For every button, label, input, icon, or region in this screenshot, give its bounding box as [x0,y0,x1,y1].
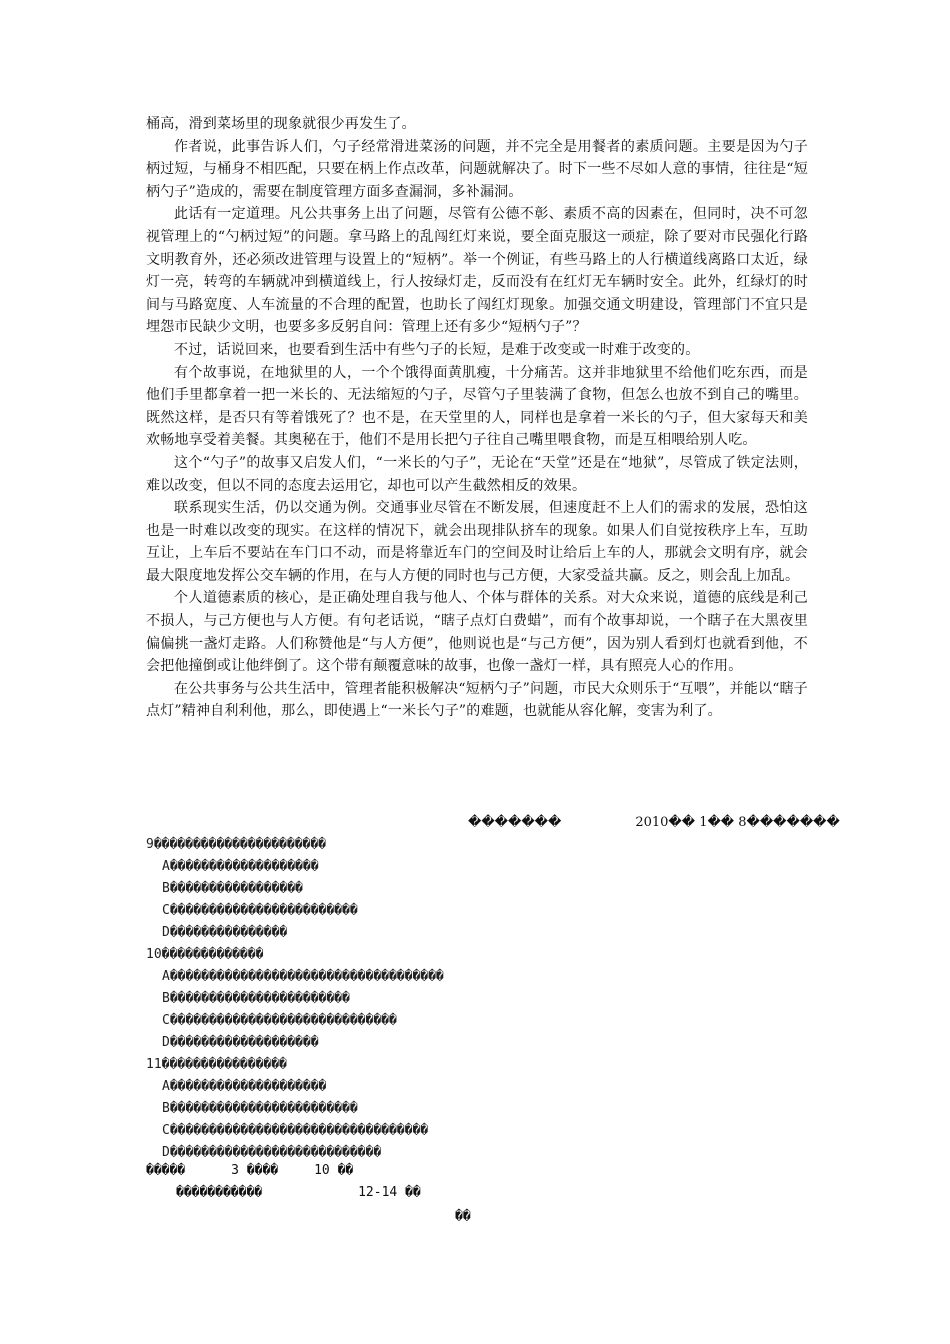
article-paragraph: 作者说，此事告诉人们，勺子经常滑进菜汤的问题，并不完全是用餐者的素质问题。主要是因为勺子柄过短，与桶身不相匹配，只要在柄上作点改革，问题就解决了。时下一些不尽如人意的事情，往往是“短柄勺子”造成的，需要在制度管理方面多查漏洞，多补漏洞。 [146,138,808,200]
question-option: B������������������������ [162,1101,358,1116]
page-number: �� [455,1209,471,1224]
subsection-heading [176,1182,421,1204]
section-label: ����� [146,1163,186,1178]
source-date: 2010�� 1�� 8������� [635,815,840,830]
question-list [146,834,808,1164]
subsection-label: ����������� [176,1185,263,1200]
question-option: A������������������� [162,859,319,874]
section-score: 10 �� [314,1163,354,1178]
question-option: C��������������������������������� [162,1123,429,1138]
question-option: C����������������������������� [162,1013,397,1028]
article-source [468,812,840,834]
question-option: D������������������� [162,1035,319,1050]
section-count: 3 ���� [231,1163,279,1178]
question-stem: 10������������� [146,947,264,962]
article-body [146,113,808,723]
article-paragraph: 在公共事务与公共生活中，管理者能积极解决“短柄勺子”问题，市民大众则乐于“互喂”，并能以“瞎子点灯”精神自利利他，那么，即使遇上“一米长勺子”的难题，也就能从容化解，变害为利了。 [146,680,808,720]
question-option: A�������������������� [162,1079,327,1094]
question-option: B����������������� [162,881,303,896]
article-paragraph: 不过，话说回来，也要看到生活中有些勺子的长短，是难于改变或一时难于改变的。 [174,341,700,358]
subsection-range: 12-14 �� [358,1185,421,1200]
section-heading [146,1160,353,1182]
question-item [146,944,808,1054]
article-paragraph: 个人道德素质的核心，是正确处理自我与他人、个体与群体的关系。对大众来说，道德的底线是利己不损人，与己方便也与人方便。有句老话说，“瞎子点灯白费蜡”，而有个故事却说，一个瞎子在大黑夜里偏偏挑一盏灯走路。人们称赞他是“与人方便”，他则说也是“与己方便”，因为别人看到灯也就看到他，不会把他撞倒或让他绊倒了。这个带有颠覆意味的故事，也像一盏灯一样，具有照亮人心的作用。 [146,590,808,675]
question-option: C������������������������ [162,903,358,918]
article-paragraph: 这个“勺子”的故事又启发人们，“一米长的勺子”，无论在“天堂”还是在“地狱”，尽管成了铁定法则，难以改变，但以不同的态度去运用它，却也可以产生截然相反的效果。 [146,454,808,494]
question-item [146,834,808,944]
question-option: D��������������������������� [162,1145,382,1160]
question-option: A����������������������������������� [162,969,444,984]
article-paragraph: 联系现实生活，仍以交通为例。交通事业尽管在不断发展，但速度赶不上人们的需求的发展，恐怕这也是一时难以改变的现实。在这样的情况下，就会出现排队挤车的现象。如果人们自觉按秩序上车，互助互让，上车后不要站在车门口不动，而是将靠近车门的空间及时让给后上车的人，那就会文明有序，就会最大限度地发挥公交车辆的作用，在与人方便的同时也与己方便，大家受益共赢。反之，则会乱上加乱。 [146,500,808,584]
question-option: D��������������� [162,925,288,940]
question-option: B����������������������� [162,991,350,1006]
question-stem: 9���������������������� [146,837,327,852]
question-stem: 11���������������� [146,1057,287,1072]
article-paragraph: 此话有一定道理。凡公共事务上出了问题，尽管有公德不彰、素质不高的因素在，但同时，决不可忽视管理上的“勺柄过短”的问题。拿马路上的乱闯红灯来说，要全面克服这一顽症，除了要对市民强化行路文明教育外，还必须改进管理与设置上的“短柄”。举一个例证，有些马路上的人行横道线离路口太近，绿灯一亮，转弯的车辆就冲到横道线上，行人按绿灯走，反而没有在红灯无车辆时安全。此外，红绿灯的时间与马路宽度、人车流量的不合理的配置，也助长了闯红灯现象。加强交通文明建设，管理部门不宜只是埋怨市民缺少文明，也要多多反躬自问：管理上还有多少“短柄勺子”？ [146,206,808,336]
question-item [146,1054,808,1164]
article-paragraph: 有个故事说，在地狱里的人，一个个饿得面黄肌瘦，十分痛苦。这并非地狱里不给他们吃东西，而是他们手里都拿着一把一米长的、无法缩短的勺子，尽管勺子里装满了食物，但怎么也放不到自己的嘴里。既然这样，是否只有等着饿死了？也不是，在天堂里的人，同样也是拿着一米长的勺子，但大家每天和美欢畅地享受着美餐。其奥秘在于，他们不是用长把勺子往自己嘴里喂食物，而是互相喂给别人吃。 [146,364,808,449]
article-paragraph: 桶高，滑到菜场里的现象就很少再发生了。 [146,116,416,132]
source-name: ������� [468,815,562,830]
